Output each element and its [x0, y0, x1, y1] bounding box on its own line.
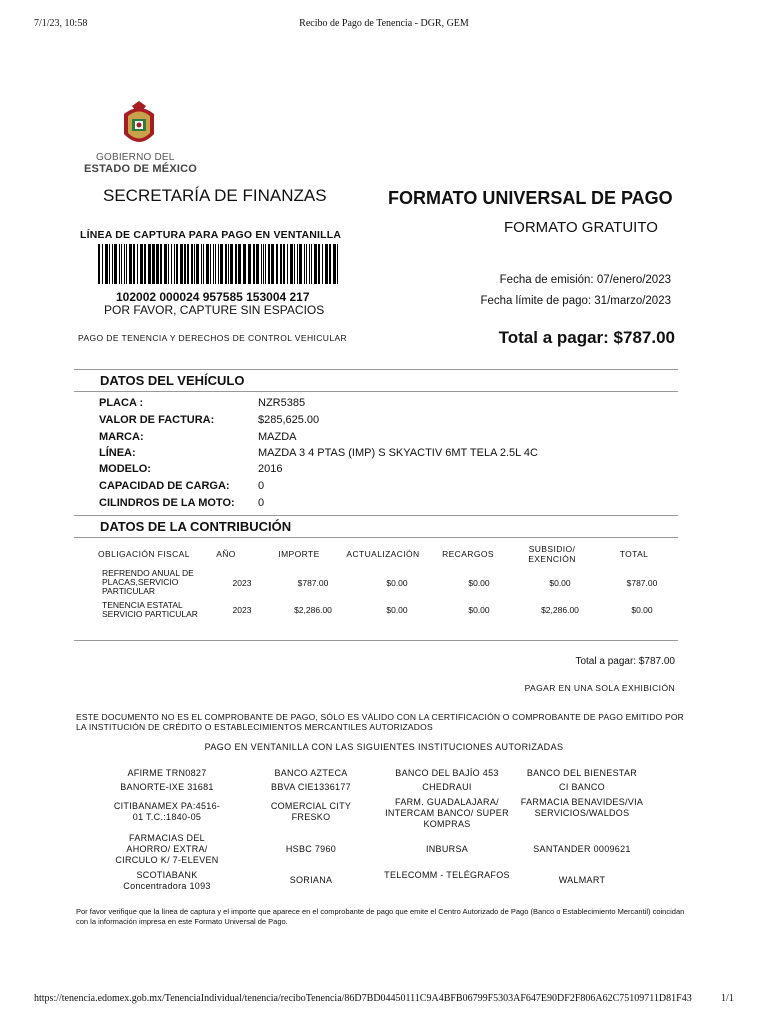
barcode-bar: [168, 244, 169, 284]
barcode-bar: [184, 244, 186, 284]
barcode-bar: [187, 244, 189, 284]
print-url: https://tenencia.edomex.gob.mx/TenenciaIndividual/tenencia/reciboTenencia/86D7BD04450111C9A4BFB06799F5303AF647E90DF2F806A62C75109711D81F43: [34, 993, 692, 1004]
col-header-subsidio: SUBSIDIO/ EXENCIÓN: [528, 544, 576, 564]
divider: [74, 537, 678, 538]
divider: [74, 640, 678, 641]
logo-line2: ESTADO DE MÉXICO: [84, 163, 198, 175]
print-title: Recibo de Pago de Tenencia - DGR, GEM: [299, 18, 469, 29]
institution-item: BANCO DEL BAJÍO 453: [395, 768, 499, 778]
barcode-bar: [238, 244, 241, 284]
barcode-bar: [119, 244, 120, 284]
vehicle-label-modelo: MODELO:: [99, 463, 151, 475]
institution-item: COMERCIAL CITY FRESKO: [270, 801, 352, 822]
table-cell-actualizacion: $0.00: [386, 605, 408, 615]
institution-item: CHEDRAUI: [422, 782, 472, 792]
divider: [74, 515, 678, 516]
vehicle-label-carga: CAPACIDAD DE CARGA:: [99, 480, 230, 492]
vehiculo-section-title: DATOS DEL VEHÍCULO: [100, 373, 245, 388]
formato-subtitle: FORMATO GRATUITO: [504, 219, 658, 236]
table-cell-obligacion: REFRENDO ANUAL DE PLACAS,SERVICIO PARTICULAR: [102, 568, 194, 596]
vehicle-value-carga: 0: [258, 480, 265, 492]
barcode-bar: [280, 244, 282, 284]
vehicle-value-modelo: 2016: [258, 463, 283, 475]
vehicle-label-cilindros: CILINDROS DE LA MOTO:: [99, 497, 235, 509]
institution-item: INBURSA: [425, 844, 469, 854]
vehicle-value-cilindros: 0: [258, 497, 265, 509]
barcode-bar: [194, 244, 195, 284]
barcode-bar: [322, 244, 323, 284]
linea-captura-number: 102002 000024 957585 153004 217: [116, 290, 310, 304]
contribucion-section-title: DATOS DE LA CONTRIBUCIÓN: [100, 519, 292, 534]
institution-item: BANCO DEL BIENESTAR: [526, 768, 638, 778]
footer-note: Por favor verifique que la línea de captura y el importe que aparece en el comprobante de pago que emite el Centro Autorizado de Pago (Banco o Establecimiento Mercantil) coincidan con la información impresa en este Formato Universal de Pago.: [76, 907, 685, 926]
barcode-bar: [297, 244, 298, 284]
barcode-bar: [174, 244, 175, 284]
barcode-bar: [102, 244, 103, 284]
barcode-bar: [287, 244, 288, 284]
institution-item: WALMART: [558, 875, 606, 885]
table-cell-total: $787.00: [626, 578, 658, 588]
institution-item: SANTANDER 0009621: [533, 844, 631, 854]
barcode-bar: [311, 244, 312, 284]
barcode-bar: [114, 244, 117, 284]
table-cell-importe: $787.00: [297, 578, 329, 588]
capture-instruction: POR FAVOR, CAPTURE SIN ESPACIOS: [104, 303, 325, 317]
instituciones-title: PAGO EN VENTANILLA CON LAS SIGUIENTES INSTITUCIONES AUTORIZADAS: [204, 742, 564, 752]
institution-item: BANORTE-IXE 31681: [120, 782, 214, 792]
barcode-bar: [248, 244, 251, 284]
barcode-bar: [129, 244, 132, 284]
barcode-bar: [318, 244, 320, 284]
barcode-bar: [276, 244, 278, 284]
institution-item: SORIANA: [289, 875, 333, 885]
barcode-bar: [304, 244, 305, 284]
institution-item: BANCO AZTECA: [274, 768, 348, 778]
barcode-bar: [126, 244, 127, 284]
institution-item: CI BANCO: [559, 782, 605, 792]
barcode-bar: [164, 244, 167, 284]
barcode-bar: [201, 244, 202, 284]
barcode-bar: [314, 244, 317, 284]
institution-item: AFIRME TRN0827: [127, 768, 207, 778]
vehicle-value-linea: MAZDA 3 4 PTAS (IMP) S SKYACTIV 6MT TELA 2.5L 4C: [258, 447, 538, 459]
barcode-bar: [337, 244, 338, 284]
barcode-bar: [160, 244, 162, 284]
vehicle-value-valor: $285,625.00: [258, 414, 320, 426]
barcode-bar: [235, 244, 237, 284]
col-header-total: TOTAL: [619, 549, 649, 559]
barcode-bar: [121, 244, 122, 284]
barcode-bar: [333, 244, 336, 284]
table-cell-subsidio: $0.00: [549, 578, 571, 588]
barcode-bar: [98, 244, 100, 284]
barcode-bar: [105, 244, 108, 284]
barcode-bar: [171, 244, 172, 284]
barcode-bar: [261, 244, 262, 284]
divider: [74, 369, 678, 370]
barcode-image: [98, 244, 338, 284]
barcode-bar: [228, 244, 229, 284]
vehicle-value-placa: NZR5385: [258, 397, 306, 409]
table-cell-anio: 2023: [232, 605, 252, 615]
institution-item: SCOTIABANK Concentradora 1093: [123, 870, 211, 891]
institution-item: BBVA CIE1336177: [271, 782, 351, 792]
barcode-bar: [253, 244, 255, 284]
table-cell-importe: $2,286.00: [294, 605, 332, 615]
barcode-bar: [265, 244, 266, 284]
total-a-pagar-summary: Total a pagar: $787.00: [575, 656, 675, 667]
barcode-bar: [156, 244, 159, 284]
barcode-bar: [290, 244, 293, 284]
total-a-pagar: Total a pagar: $787.00: [498, 328, 675, 347]
col-header-actualizacion: ACTUALIZACIÓN: [346, 549, 420, 559]
barcode-bar: [220, 244, 223, 284]
barcode-bar: [137, 244, 138, 284]
col-header-obligacion: OBLIGACIÓN FISCAL: [98, 549, 190, 559]
institution-item: FARM. GUADALAJARA/ INTERCAM BANCO/ SUPER KOMPRAS: [385, 797, 509, 829]
barcode-bar: [176, 244, 178, 284]
table-cell-obligacion: TENENCIA ESTATAL SERVICIO PARTICULAR: [102, 600, 198, 619]
institution-item: FARMACIA BENAVIDES/VIA SERVICIOS/WALDOS: [520, 797, 644, 818]
institution-item: FARMACIAS DEL AHORRO/ EXTRA/ CIRCULO K/ 7-ELEVEN: [115, 833, 219, 865]
table-cell-recargos: $0.00: [468, 605, 490, 615]
disclaimer: ESTE DOCUMENTO NO ES EL COMPROBANTE DE PAGO, SÓLO ES VÁLIDO CON LA CERTIFICACIÓN O COMPROBANTE DE PAGO EMITIDO POR LA INSTITUCIÓN DE CRÉDITO O ESTABLECIMIENTOS MERCANTILES AUTORIZADOS: [76, 712, 684, 732]
barcode-bar: [263, 244, 264, 284]
col-header-anio: AÑO: [216, 549, 236, 559]
institution-item: CITIBANAMEX PA:4516-01 T.C.:1840-05: [113, 801, 221, 822]
barcode-bar: [230, 244, 233, 284]
barcode-bar: [213, 244, 214, 284]
print-page-number: 1/1: [721, 993, 734, 1004]
barcode-bar: [306, 244, 307, 284]
vehicle-value-marca: MAZDA: [258, 431, 297, 443]
logo-line1: GOBIERNO DEL: [96, 152, 175, 163]
pago-concepto: PAGO DE TENENCIA Y DERECHOS DE CONTROL VEHICULAR: [78, 333, 348, 343]
barcode-bar: [243, 244, 246, 284]
divider: [74, 391, 678, 392]
barcode-bar: [152, 244, 155, 284]
fecha-limite: Fecha límite de pago: 31/marzo/2023: [480, 295, 671, 307]
barcode-bar: [144, 244, 146, 284]
barcode-bar: [206, 244, 209, 284]
barcode-bar: [112, 244, 113, 284]
barcode-bar: [133, 244, 135, 284]
barcode-bar: [124, 244, 125, 284]
linea-captura-label: LÍNEA DE CAPTURA PARA PAGO EN VENTANILLA: [80, 229, 342, 241]
barcode-bar: [196, 244, 199, 284]
barcode-bar: [309, 244, 310, 284]
table-cell-total: $0.00: [631, 605, 653, 615]
barcode-bar: [218, 244, 219, 284]
barcode-bar: [283, 244, 285, 284]
vehicle-label-valor: VALOR DE FACTURA:: [99, 414, 215, 426]
barcode-bar: [225, 244, 227, 284]
barcode-bar: [294, 244, 295, 284]
secretaria-title: SECRETARÍA DE FINANZAS: [103, 186, 327, 205]
institution-item: HSBC 7960: [285, 844, 337, 854]
col-header-recargos: RECARGOS: [442, 549, 494, 559]
barcode-bar: [268, 244, 270, 284]
barcode-bar: [148, 244, 151, 284]
table-cell-anio: 2023: [232, 578, 252, 588]
barcode-bar: [109, 244, 110, 284]
barcode-bar: [299, 244, 302, 284]
barcode-bar: [180, 244, 183, 284]
institution-item: TELECOMM - TELÉGRAFOS: [384, 870, 510, 880]
barcode-bar: [210, 244, 211, 284]
barcode-bar: [215, 244, 216, 284]
barcode-bar: [256, 244, 259, 284]
barcode-bar: [271, 244, 274, 284]
table-cell-recargos: $0.00: [468, 578, 490, 588]
barcode-bar: [203, 244, 204, 284]
barcode-bar: [329, 244, 331, 284]
barcode-bar: [191, 244, 193, 284]
formato-title: FORMATO UNIVERSAL DE PAGO: [388, 188, 673, 208]
vehicle-label-linea: LÍNEA:: [99, 447, 136, 459]
sola-exhibicion: PAGAR EN UNA SOLA EXHIBICIÓN: [524, 683, 675, 693]
col-header-importe: IMPORTE: [278, 549, 320, 559]
table-cell-subsidio: $2,286.00: [541, 605, 579, 615]
fecha-emision: Fecha de emisión: 07/enero/2023: [499, 274, 671, 286]
table-cell-actualizacion: $0.00: [386, 578, 408, 588]
barcode-bar: [325, 244, 328, 284]
estado-de-mexico-crest-icon: [118, 100, 160, 150]
barcode-bar: [140, 244, 143, 284]
vehicle-label-placa: PLACA :: [99, 397, 144, 409]
print-datetime: 7/1/23, 10:58: [34, 18, 88, 29]
vehicle-label-marca: MARCA:: [99, 431, 144, 443]
